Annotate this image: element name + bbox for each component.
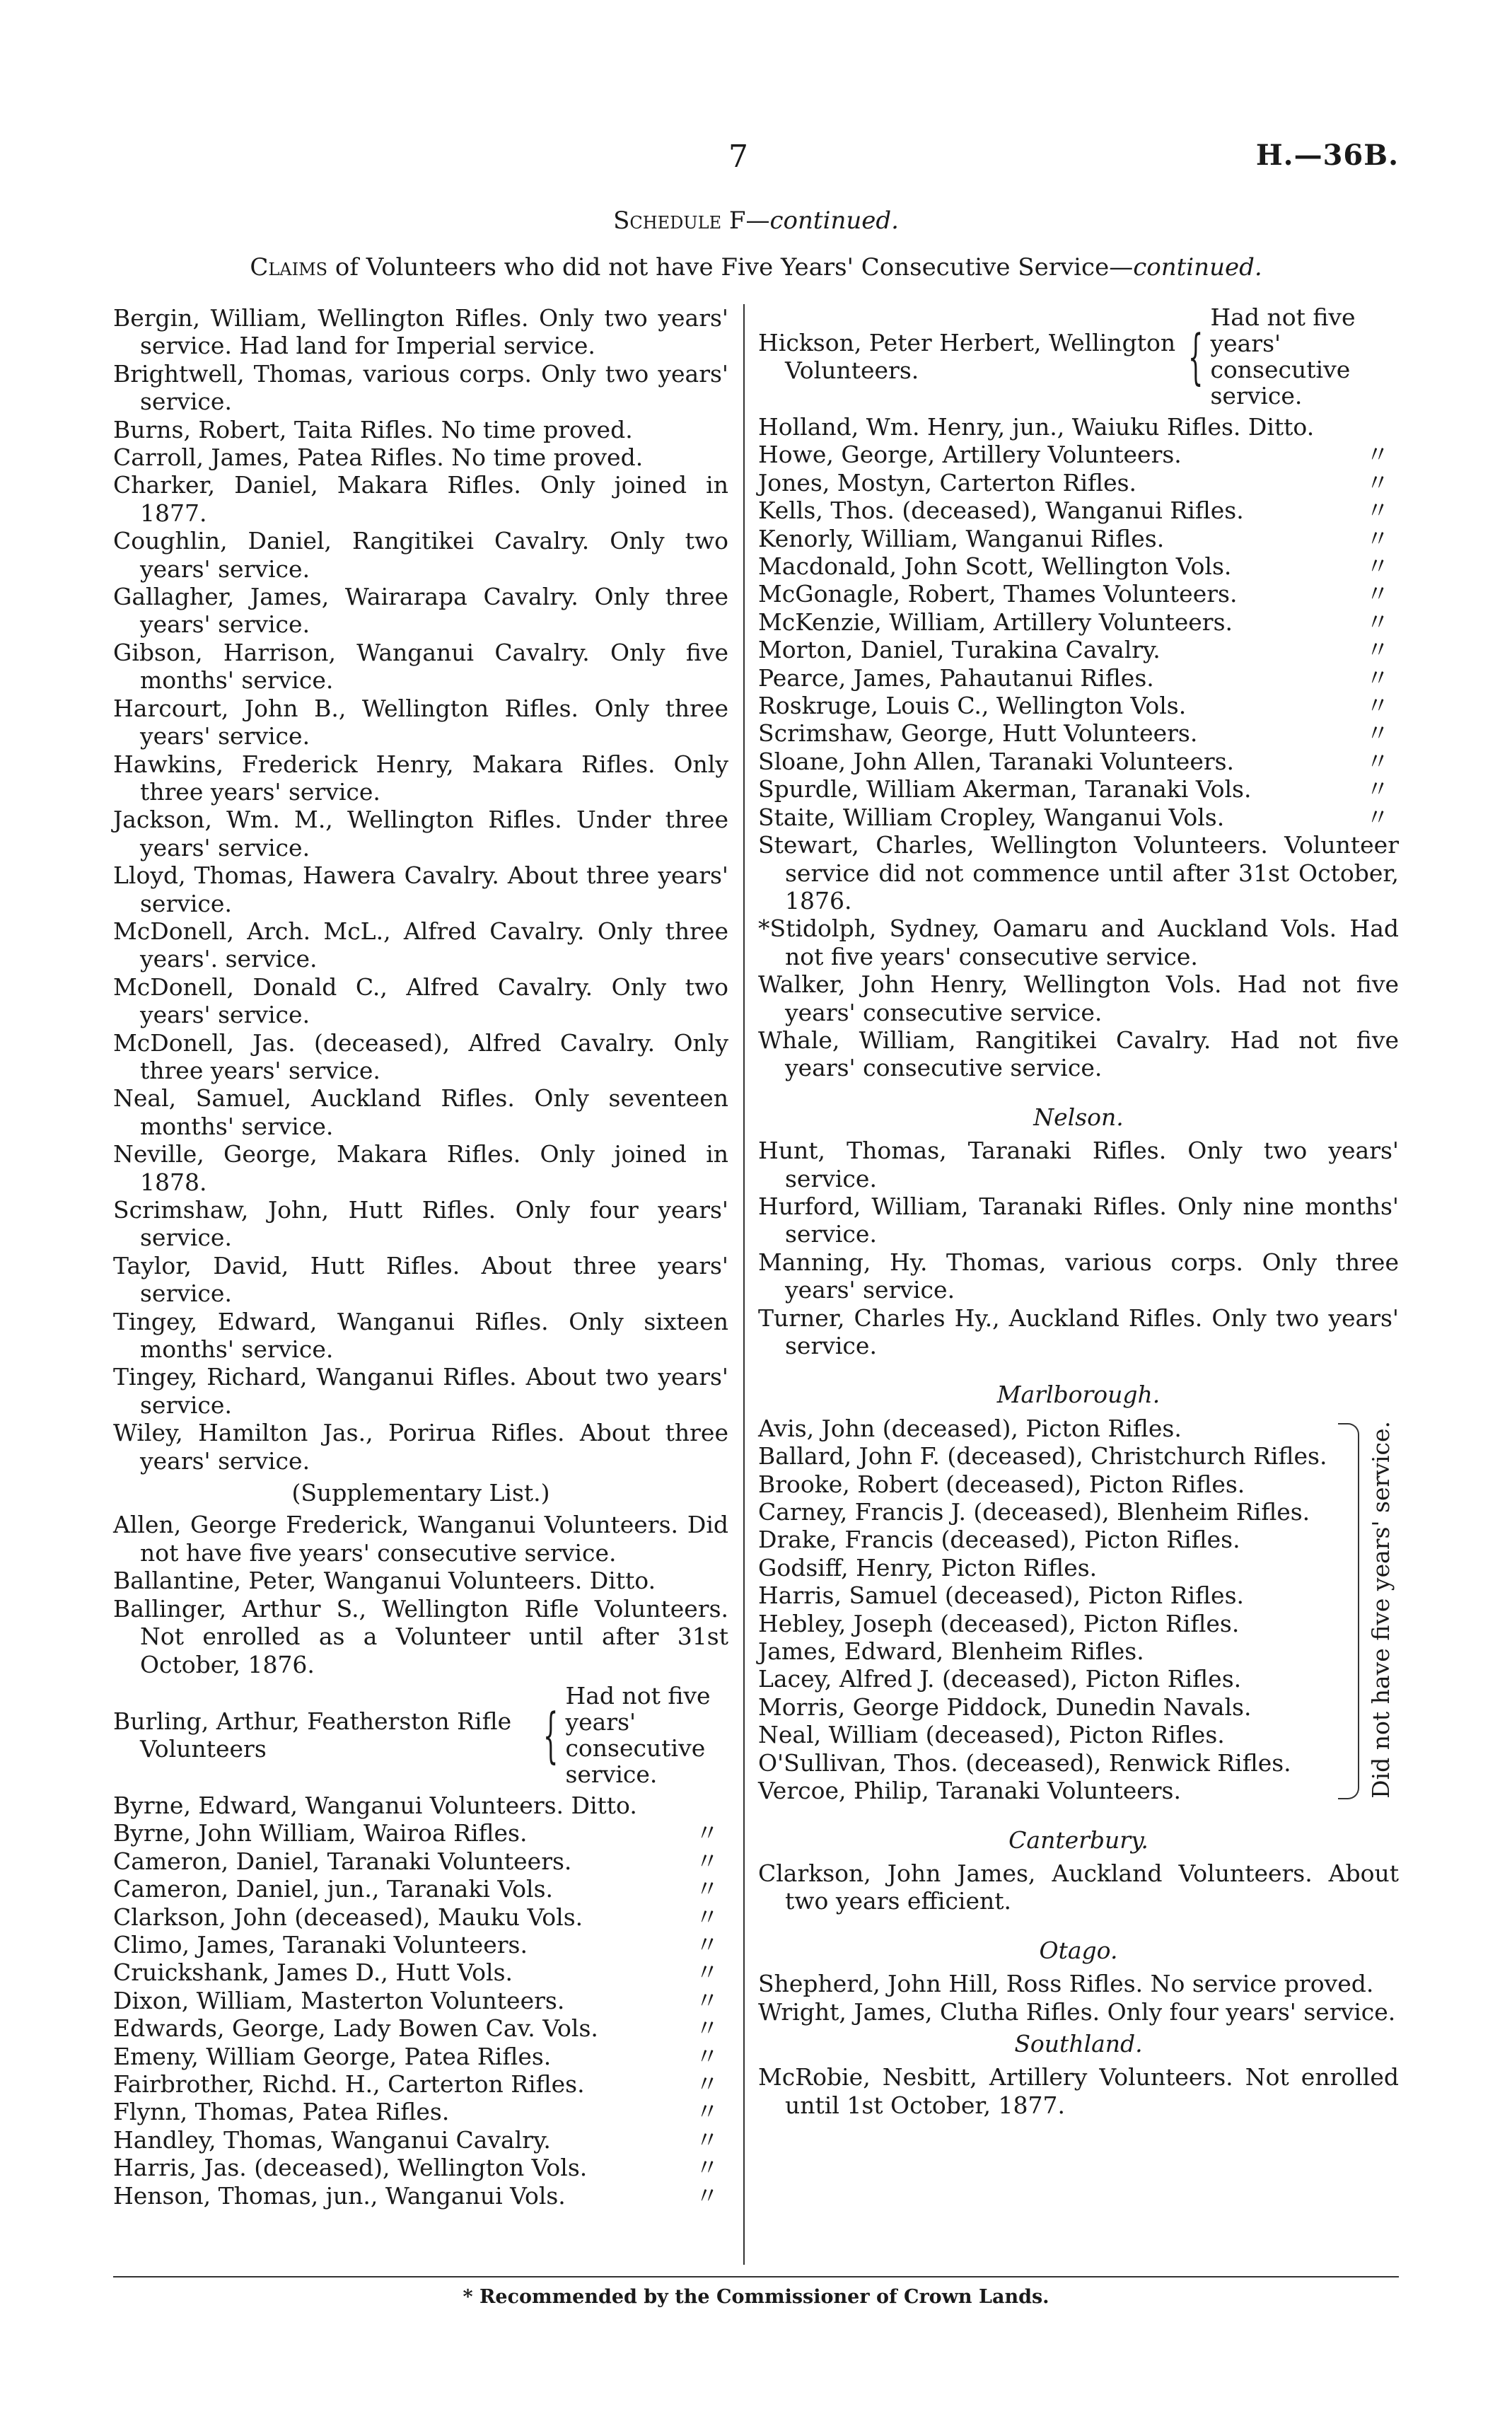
ditto-mark: 〃 <box>1366 524 1390 552</box>
claim-entry: Byrne, Edward, Wanganui Volunteers. Ditto. <box>113 1791 637 1819</box>
list-item: James, Edward, Blenheim Rifles. <box>758 1637 1144 1666</box>
ditto-mark: 〃 <box>1366 441 1390 469</box>
ditto-row-name: Flynn, Thomas, Patea Rifles. <box>113 2098 450 2126</box>
ditto-row <box>113 2182 728 2210</box>
page-number: 7 <box>728 139 748 175</box>
list-item: O'Sullivan, Thos. (deceased), Renwick Rifles. <box>758 1748 1291 1777</box>
supplementary-heading: (Supplementary List.) <box>291 1479 550 1507</box>
ditto-row-name: Fairbrother, Richd. H., Carterton Rifles. <box>113 2070 585 2098</box>
list-item: Hebley, Joseph (deceased), Picton Rifles. <box>758 1609 1240 1637</box>
ditto-mark: 〃 <box>1366 747 1390 775</box>
ditto-row <box>758 525 1399 552</box>
ditto-row-name: Emeny, William George, Patea Rifles. <box>113 2042 552 2070</box>
burling-name: Burling, Arthur, Featherston Rifle Volunteers <box>113 1707 512 1763</box>
claim-entry: Scrimshaw, John, Hutt Rifles. Only four years' service. <box>113 1196 728 1252</box>
claim-entry: Turner, Charles Hy., Auckland Rifles. Only two years' service. <box>758 1304 1399 1359</box>
ditto-row-name: Kenorly, William, Wanganui Rifles. <box>758 524 1165 552</box>
ditto-row-name: Byrne, John William, Wairoa Rifles. <box>113 1819 528 1847</box>
list-item: Morris, George Piddock, Dunedin Navals. <box>758 1693 1252 1721</box>
ditto-row-name: Spurdle, William Akerman, Taranaki Vols. <box>758 775 1252 803</box>
ditto-row <box>113 2070 728 2098</box>
ditto-mark: 〃 <box>1366 803 1390 831</box>
ditto-mark: 〃 <box>695 2125 719 2154</box>
left-entries-b <box>113 1511 728 1678</box>
claim-entry: Ballinger, Arthur S., Wellington Rifle Volunteers. Not enrolled as a Volunteer until after 31st October, 1876. <box>113 1594 728 1678</box>
ditto-row <box>758 497 1399 524</box>
claim-entry: McDonell, Jas. (deceased), Alfred Cavalry. Only three years' service. <box>113 1028 728 1084</box>
claim-entry: Burns, Robert, Taita Rifles. No time proved. <box>113 415 633 443</box>
ditto-row <box>758 469 1399 497</box>
hickson-entry <box>758 304 1399 409</box>
ditto-row <box>758 775 1399 803</box>
ditto-mark: 〃 <box>695 1847 719 1875</box>
claim-entry: Wright, James, Clutha Rifles. Only four years' service. <box>758 1997 1396 2026</box>
claim-entry: Carroll, James, Patea Rifles. No time proved. <box>113 443 644 472</box>
nelson-heading: Nelson. <box>1033 1103 1124 1131</box>
ditto-row-name: Edwards, George, Lady Bowen Cav. Vols. <box>113 2014 598 2043</box>
claim-entry: Clarkson, John James, Auckland Volunteers. About two years efficient. <box>758 1859 1399 1915</box>
ditto-row <box>113 1903 728 1931</box>
document-reference: H.—36B. <box>1255 139 1399 172</box>
ditto-row-name: Dixon, William, Masterton Volunteers. <box>113 1986 565 2014</box>
claim-entry: Taylor, David, Hutt Rifles. About three years' service. <box>113 1251 728 1308</box>
claim-entry: McDonell, Arch. McL., Alfred Cavalry. Only three years'. service. <box>113 917 728 973</box>
ditto-mark: 〃 <box>1366 663 1390 692</box>
ditto-row-name: Jones, Mostyn, Carterton Rifles. <box>758 468 1137 497</box>
ditto-row-name: Henson, Thomas, jun., Wanganui Vols. <box>113 2181 566 2210</box>
claim-entry: Hawkins, Frederick Henry, Makara Rifles. Only three years' service. <box>113 750 728 806</box>
ditto-row-name: Cruickshank, James D., Hutt Vols. <box>113 1959 513 1987</box>
ditto-row-name: Howe, George, Artillery Volunteers. <box>758 441 1182 469</box>
schedule-title: F— <box>728 207 770 235</box>
ditto-mark: 〃 <box>1366 580 1390 608</box>
ditto-mark: 〃 <box>695 2042 719 2070</box>
ditto-mark: 〃 <box>695 1819 719 1847</box>
ditto-row-name: Harris, Jas. (deceased), Wellington Vols. <box>113 2154 588 2182</box>
claim-entry: Wiley, Hamilton Jas., Porirua Rifles. About three years' service. <box>113 1419 728 1475</box>
claim-entry: Harcourt, John B., Wellington Rifles. Only three years' service. <box>113 694 728 750</box>
ditto-row <box>113 2098 728 2125</box>
claim-entry: Tingey, Edward, Wanganui Rifles. Only sixteen months' service. <box>113 1307 728 1364</box>
list-item: Carney, Francis J. (deceased), Blenheim Rifles. <box>758 1498 1310 1526</box>
ditto-row <box>758 608 1399 636</box>
ditto-row-name: McGonagle, Robert, Thames Volunteers. <box>758 580 1238 608</box>
claims-continued: continued. <box>1133 253 1262 282</box>
marlborough-heading: Marlborough. <box>996 1381 1161 1409</box>
claim-entry: Neville, George, Makara Rifles. Only joined in 1878. <box>113 1140 728 1196</box>
claim-entry: Shepherd, John Hill, Ross Rifles. No service proved. <box>758 1970 1374 1998</box>
ditto-mark: 〃 <box>1366 692 1390 720</box>
list-item: Ballard, John F. (deceased), Christchurch Rifles. <box>758 1442 1327 1470</box>
ditto-mark: 〃 <box>695 2014 719 2043</box>
ditto-row <box>758 692 1399 719</box>
hickson-name: Hickson, Peter Herbert, Wellington Volunteers. <box>758 328 1176 384</box>
southland-heading: Southland. <box>1014 2029 1143 2058</box>
ditto-row <box>758 748 1399 775</box>
claim-entry: Ballantine, Peter, Wanganui Volunteers. Ditto. <box>113 1567 656 1595</box>
ditto-row <box>758 580 1399 608</box>
claim-entry: Hunt, Thomas, Taranaki Rifles. Only two years' service. <box>758 1137 1399 1193</box>
burling-entry <box>113 1683 728 1787</box>
right-brace <box>1338 1423 1359 1799</box>
list-item: Avis, John (deceased), Picton Rifles. <box>758 1414 1182 1442</box>
ditto-mark: 〃 <box>695 1930 719 1959</box>
list-item: Neal, William (deceased), Picton Rifles. <box>758 1721 1225 1749</box>
ditto-row-name: Handley, Thomas, Wanganui Cavalry. <box>113 2125 551 2154</box>
claim-entry: Holland, Wm. Henry, jun., Waiuku Rifles. Ditto. <box>758 413 1315 441</box>
claim-entry: Walker, John Henry, Wellington Vols. Had not five years' consecutive service. <box>758 970 1399 1026</box>
marlborough-block <box>758 1415 1399 1805</box>
ditto-row <box>758 636 1399 663</box>
ditto-mark: 〃 <box>695 1903 719 1931</box>
ditto-mark: 〃 <box>1366 636 1390 664</box>
marlborough-side-note <box>1363 1415 1399 1805</box>
ditto-row <box>113 1959 728 1986</box>
ditto-mark: 〃 <box>1366 719 1390 748</box>
claims-lead: Claims <box>250 253 328 282</box>
claim-entry: *Stidolph, Sydney, Oamaru and Auckland Vols. Had not five years' consecutive service. <box>758 915 1399 970</box>
footnote-rule <box>113 2276 1399 2277</box>
left-ditto-list <box>113 1819 728 2210</box>
claim-entry: Whale, William, Rangitikei Cavalry. Had not five years' consecutive service. <box>758 1026 1399 1082</box>
right-column <box>758 304 1399 2119</box>
right-ditto-list <box>758 441 1399 831</box>
ditto-row <box>758 719 1399 747</box>
ditto-row-name: Morton, Daniel, Turakina Cavalry. <box>758 636 1161 664</box>
list-item: Drake, Francis (deceased), Picton Rifles. <box>758 1526 1240 1554</box>
claim-entry: Brightwell, Thomas, various corps. Only two years' service. <box>113 359 728 416</box>
ditto-mark: 〃 <box>1366 552 1390 581</box>
ditto-mark: 〃 <box>695 1986 719 2014</box>
footnote: * Recommended by the Commissioner of Crown Lands. <box>463 2286 1049 2308</box>
claim-entry: Neal, Samuel, Auckland Rifles. Only seventeen months' service. <box>113 1084 728 1140</box>
ditto-row <box>113 2126 728 2154</box>
schedule-lead: Schedule <box>613 207 722 235</box>
ditto-row <box>113 1931 728 1959</box>
ditto-mark: 〃 <box>695 2070 719 2098</box>
claim-entry: Gibson, Harrison, Wanganui Cavalry. Only five months' service. <box>113 638 728 695</box>
ditto-row-name: Pearce, James, Pahautanui Rifles. <box>758 663 1154 692</box>
side-note-text: Did not have five years' service. <box>1367 1420 1395 1799</box>
claim-entry: Charker, Daniel, Makara Rifles. Only joined in 1877. <box>113 471 728 527</box>
ditto-row <box>113 1875 728 1903</box>
list-item: Vercoe, Philip, Taranaki Volunteers. <box>758 1777 1181 1805</box>
ditto-mark: 〃 <box>695 1875 719 1903</box>
left-entries-a <box>113 304 728 1475</box>
ditto-mark: 〃 <box>1366 468 1390 497</box>
list-item: Godsiff, Henry, Picton Rifles. <box>758 1553 1098 1582</box>
right-entries-a <box>758 831 1399 1082</box>
ditto-row <box>113 1987 728 2014</box>
ditto-row-name: Climo, James, Taranaki Volunteers. <box>113 1930 528 1959</box>
nelson-entries <box>758 1137 1399 1359</box>
claim-entry: Tingey, Richard, Wanganui Rifles. About two years' service. <box>113 1363 728 1419</box>
list-item: Lacey, Alfred J. (deceased), Picton Rifles. <box>758 1665 1242 1693</box>
claim-entry: Lloyd, Thomas, Hawera Cavalry. About three years' service. <box>113 861 728 917</box>
ditto-row <box>113 1847 728 1875</box>
ditto-row-name: McKenzie, William, Artillery Volunteers. <box>758 608 1233 636</box>
ditto-row <box>758 803 1399 831</box>
claim-entry: McRobie, Nesbitt, Artillery Volunteers. Not enrolled until 1st October, 1877. <box>758 2063 1399 2119</box>
claim-entry: Allen, George Frederick, Wanganui Volunteers. Did not have five years' consecutive service. <box>113 1511 728 1567</box>
list-item: Brooke, Robert (deceased), Picton Rifles. <box>758 1470 1245 1498</box>
otago-heading: Otago. <box>1039 1936 1118 1964</box>
ditto-row <box>113 1819 728 1847</box>
left-column <box>113 304 728 2210</box>
ditto-row-name: Sloane, John Allen, Taranaki Volunteers. <box>758 747 1235 775</box>
claim-entry: Jackson, Wm. M., Wellington Rifles. Under three years' service. <box>113 806 728 861</box>
marlborough-entries <box>758 1415 1335 1805</box>
brace-glyph: { <box>1188 322 1204 391</box>
ditto-row-name: Staite, William Cropley, Wanganui Vols. <box>758 803 1225 831</box>
claim-entry: Bergin, William, Wellington Rifles. Only two years' service. Had land for Imperial service. <box>113 304 728 360</box>
claim-entry: Coughlin, Daniel, Rangitikei Cavalry. Only two years' service. <box>113 527 728 583</box>
claim-entry: McDonell, Donald C., Alfred Cavalry. Only two years' service. <box>113 973 728 1029</box>
ditto-mark: 〃 <box>695 2098 719 2126</box>
schedule-heading <box>0 207 1512 235</box>
ditto-row-name: Macdonald, John Scott, Wellington Vols. <box>758 552 1232 581</box>
ditto-row-name: Clarkson, John (deceased), Mauku Vols. <box>113 1903 583 1931</box>
ditto-row <box>113 2014 728 2042</box>
claims-text: of Volunteers who did not have Five Years' Consecutive Service— <box>327 253 1134 282</box>
ditto-row <box>758 441 1399 468</box>
claim-entry: Gallagher, James, Wairarapa Cavalry. Only three years' service. <box>113 583 728 639</box>
ditto-mark: 〃 <box>1366 775 1390 803</box>
ditto-row-name: Cameron, Daniel, Taranaki Volunteers. <box>113 1847 572 1875</box>
schedule-continued: continued. <box>769 207 899 235</box>
ditto-mark: 〃 <box>1366 608 1390 636</box>
claim-entry: Hurford, William, Taranaki Rifles. Only nine months' service. <box>758 1192 1399 1248</box>
ditto-row <box>758 664 1399 692</box>
ditto-mark: 〃 <box>695 1959 719 1987</box>
list-item: Harris, Samuel (deceased), Picton Rifles. <box>758 1582 1245 1610</box>
hickson-note: Had not five years' consecutive service. <box>1210 303 1356 410</box>
ditto-row <box>113 2154 728 2181</box>
claims-heading <box>0 253 1512 282</box>
ditto-row <box>758 552 1399 580</box>
ditto-row-name: Cameron, Daniel, jun., Taranaki Vols. <box>113 1875 554 1903</box>
canterbury-heading: Canterbury. <box>1008 1826 1148 1854</box>
burling-note: Had not five years' consecutive service. <box>565 1681 711 1788</box>
ditto-row <box>113 2043 728 2070</box>
claim-entry: Manning, Hy. Thomas, various corps. Only three years' service. <box>758 1248 1399 1304</box>
ditto-row-name: Scrimshaw, George, Hutt Volunteers. <box>758 719 1198 748</box>
brace-glyph: { <box>543 1700 559 1770</box>
ditto-row-name: Roskruge, Louis C., Wellington Vols. <box>758 692 1187 720</box>
ditto-mark: 〃 <box>695 2154 719 2182</box>
claim-entry: Stewart, Charles, Wellington Volunteers. Volunteer service did not commence until after 31st October, 1876. <box>758 831 1399 915</box>
ditto-mark: 〃 <box>695 2181 719 2210</box>
column-divider <box>743 304 745 2265</box>
ditto-mark: 〃 <box>1366 497 1390 525</box>
ditto-row-name: Kells, Thos. (deceased), Wanganui Rifles. <box>758 497 1244 525</box>
